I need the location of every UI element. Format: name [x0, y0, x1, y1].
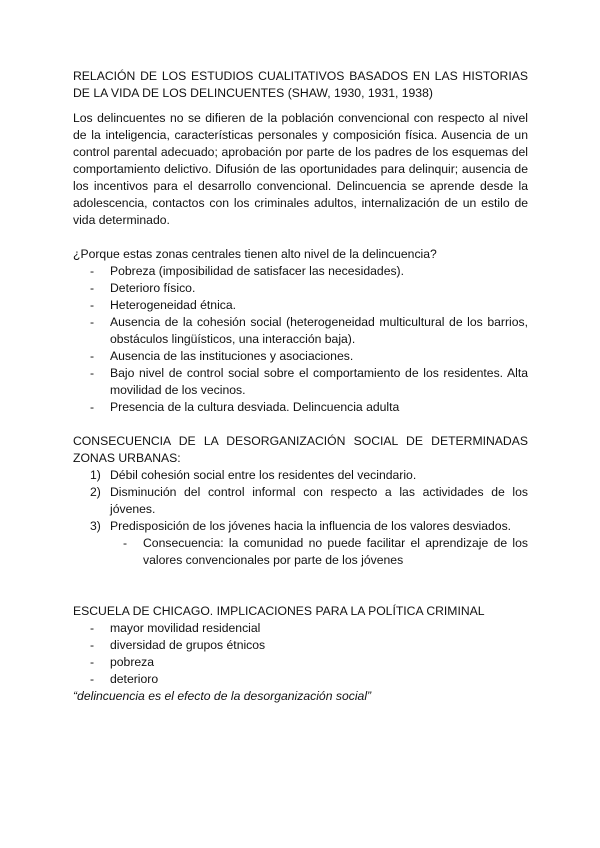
list-item-text: Débil cohesión social entre los residentes del vecindario.	[110, 468, 417, 482]
closing-quote: “delincuencia es el efecto de la desorganización social”	[73, 689, 372, 703]
list-item	[90, 467, 528, 484]
list-item-text: Disminución del control informal con respecto a las actividades de los jóvenes.	[110, 485, 528, 516]
section-heading-shaw: RELACIÓN DE LOS ESTUDIOS CUALITATIVOS BASADOS EN LAS HISTORIAS DE LA VIDA DE LOS DELINCUENTES (SHAW, 1930, 1931, 1938)	[73, 69, 528, 100]
list-item: - deterioro	[90, 671, 528, 688]
consequences-list	[73, 467, 528, 535]
list-item: - Pobreza (imposibilidad de satisfacer las necesidades).	[90, 263, 528, 280]
list-number: 1)	[90, 468, 101, 482]
list-item-text: Predisposición de los jóvenes hacia la influencia de los valores desviados.	[110, 519, 512, 533]
list-item: - pobreza	[90, 654, 528, 671]
consequence-sublist	[73, 535, 528, 569]
shaw-paragraph: Los delincuentes no se difieren de la población convencional con respecto al nivel de la inteligencia, características personales y composición física. Ausencia de un control parental adecuado; aprobación por parte de los padres de los esquemas del comportamiento delictivo. Difusión de las oportunidades para delinquir; ausencia de los incentivos para el desarrollo convencional. Delincuencia se aprende desde la adolescencia, contactos con los criminales adultos, internalización de un estilo de vida determinado.	[73, 111, 528, 227]
list-item: - Consecuencia: la comunidad no puede facilitar el aprendizaje de los valores convencionales por parte de los jóvenes	[123, 535, 528, 569]
list-item	[90, 484, 528, 518]
zones-question: ¿Porque estas zonas centrales tienen alto nivel de la delincuencia?	[73, 247, 437, 261]
list-item: - Deterioro físico.	[90, 280, 528, 297]
list-item: - diversidad de grupos étnicos	[90, 637, 528, 654]
list-item: - Bajo nivel de control social sobre el comportamiento de los residentes. Alta movilidad de los vecinos.	[90, 365, 528, 399]
list-item: - Ausencia de las instituciones y asociaciones.	[90, 348, 528, 365]
list-item: - Ausencia de la cohesión social (heterogeneidad multicultural de los barrios, obstáculos lingüísticos, una interacción baja).	[90, 314, 528, 348]
implications-list	[73, 620, 528, 688]
list-item	[90, 518, 528, 535]
list-item: - Heterogeneidad étnica.	[90, 297, 528, 314]
list-item: - Presencia de la cultura desviada. Delincuencia adulta	[90, 399, 528, 416]
section-heading-chicago: ESCUELA DE CHICAGO. IMPLICACIONES PARA LA POLÍTICA CRIMINAL	[73, 604, 485, 618]
list-item: - mayor movilidad residencial	[90, 620, 528, 637]
list-number: 3)	[90, 519, 101, 533]
list-number: 2)	[90, 485, 101, 499]
causes-list	[73, 263, 528, 416]
section-heading-consequences: CONSECUENCIA DE LA DESORGANIZACIÓN SOCIAL DE DETERMINADAS ZONAS URBANAS:	[73, 434, 528, 465]
